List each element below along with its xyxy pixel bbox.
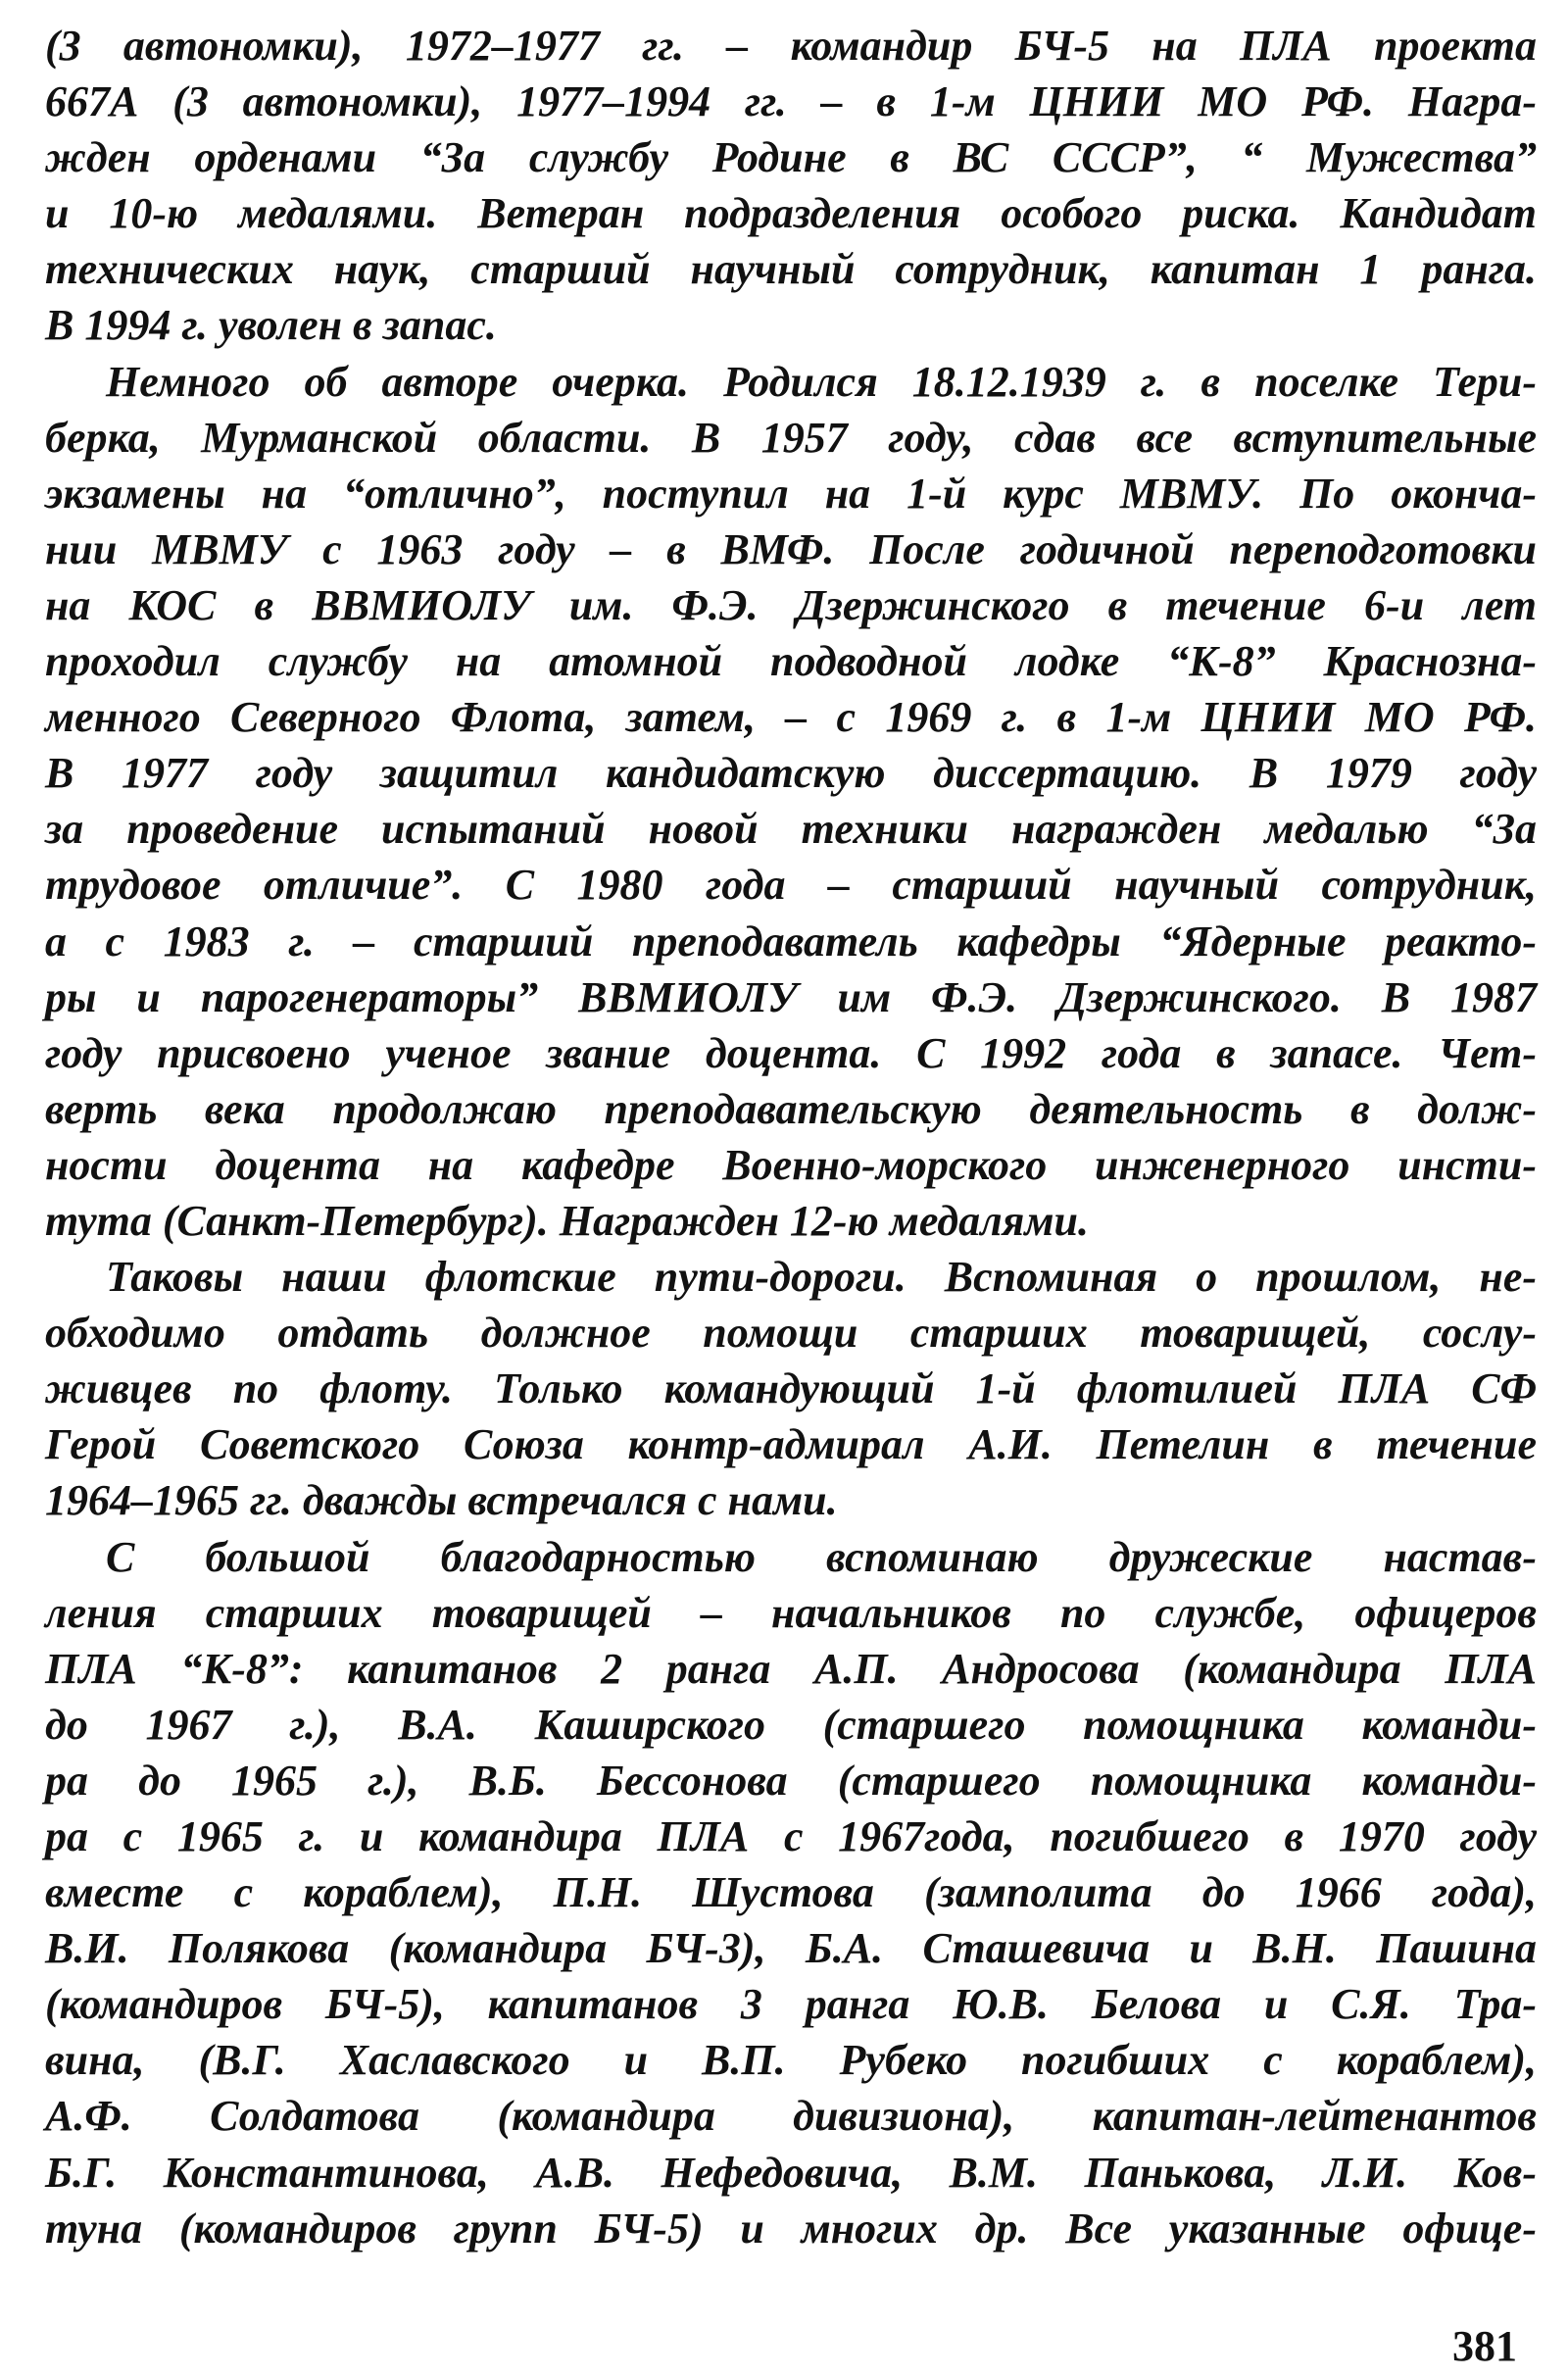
text-line: В 1977 году защитил кандидатскую диссертацию. В 1979 году	[45, 749, 1537, 798]
page-text	[45, 18, 1537, 2256]
text-line: Немного об авторе очерка. Родился 18.12.1939 г. в поселке Тери-	[106, 357, 1537, 406]
text-line: ры и парогенераторы” ВВМИОЛУ им Ф.Э. Дзержинского. В 1987	[45, 972, 1537, 1021]
text-line: году присвоено ученое звание доцента. С 1992 года в запасе. Чет-	[45, 1028, 1537, 1077]
text-line: Б.Г. Константинова, А.В. Нефедовича, В.М. Панькова, Л.И. Ков-	[45, 2148, 1537, 2197]
text-line: 1964–1965 гг. дважды встречался с нами.	[45, 1476, 838, 1525]
text-line: до 1967 г.), В.А. Каширского (старшего помощника команди-	[45, 1700, 1537, 1749]
text-line: за проведение испытаний новой техники награжден медалью “За	[45, 805, 1537, 854]
text-line: (3 автономки), 1972–1977 гг. – командир БЧ-5 на ПЛА проекта	[45, 22, 1537, 70]
text-line: туна (командиров групп БЧ-5) и многих др. Все указанные офице-	[45, 2204, 1537, 2253]
text-line: В 1994 г. уволен в запас.	[45, 301, 497, 350]
text-line: 667А (3 автономки), 1977–1994 гг. – в 1-м ЦНИИ МО РФ. Награ-	[45, 77, 1537, 126]
text-line: вина, (В.Г. Хаславского и В.П. Рубеко погибших с кораблем),	[45, 2036, 1537, 2085]
text-line: и 10-ю медалями. Ветеран подразделения особого риска. Кандидат	[45, 189, 1537, 238]
text-line: А.Ф. Солдатова (командира дивизиона), капитан-лейтенантов	[45, 2092, 1537, 2141]
text-line: (командиров БЧ-5), капитанов 3 ранга Ю.В. Белова и С.Я. Тра-	[45, 1980, 1537, 2029]
text-line: ра до 1965 г.), В.Б. Бессонова (старшего помощника команди-	[45, 1756, 1537, 1805]
text-line: вместе с кораблем), П.Н. Шустова (замполита до 1966 года),	[45, 1868, 1537, 1917]
text-line: ления старших товарищей – начальников по службе, офицеров	[45, 1588, 1537, 1637]
text-line: а с 1983 г. – старший преподаватель кафедры “Ядерные реакто-	[45, 916, 1537, 966]
text-line: жден орденами “За службу Родине в ВС СССР”, “ Мужества”	[45, 133, 1537, 182]
text-line: нии МВМУ с 1963 году – в ВМФ. После годичной переподготовки	[45, 524, 1537, 573]
text-line: С большой благодарностью вспоминаю дружеские настав-	[106, 1532, 1537, 1581]
text-line: проходил службу на атомной подводной лодке “К-8” Краснозна-	[45, 637, 1537, 686]
text-line: ра с 1965 г. и командира ПЛА с 1967года, погибшего в 1970 году	[45, 1812, 1537, 1860]
page-number: 381	[1452, 2322, 1517, 2370]
text-line: экзамены на “отлично”, поступил на 1-й курс МВМУ. По оконча-	[45, 469, 1537, 518]
text-line: В.И. Полякова (командира БЧ-3), Б.А. Сташевича и В.Н. Пашина	[45, 1924, 1537, 1973]
text-line: обходимо отдать должное помощи старших товарищей, сослу-	[45, 1309, 1537, 1358]
text-line: на КОС в ВВМИОЛУ им. Ф.Э. Дзержинского в течение 6-и лет	[45, 580, 1537, 629]
text-line: берка, Мурманской области. В 1957 году, сдав все вступительные	[45, 413, 1537, 462]
text-line: Герой Советского Союза контр-адмирал А.И. Петелин в течение	[45, 1420, 1537, 1469]
text-line: тута (Санкт-Петербург). Награжден 12-ю медалями.	[45, 1196, 1089, 1245]
text-line: ности доцента на кафедре Военно-морского инженерного инсти-	[45, 1140, 1537, 1189]
text-line: менного Северного Флота, затем, – с 1969 г. в 1-м ЦНИИ МО РФ.	[45, 693, 1537, 742]
text-line: Таковы наши флотские пути-дороги. Вспоминая о прошлом, не-	[106, 1253, 1537, 1302]
text-line: живцев по флоту. Только командующий 1-й флотилией ПЛА СФ	[45, 1364, 1537, 1413]
text-line: трудовое отличие”. С 1980 года – старший научный сотрудник,	[45, 861, 1537, 910]
text-line: ПЛА “К-8”: капитанов 2 ранга А.П. Андросова (командира ПЛА	[45, 1644, 1537, 1693]
text-line: верть века продолжаю преподавательскую деятельность в долж-	[45, 1084, 1537, 1133]
text-line: технических наук, старший научный сотрудник, капитан 1 ранга.	[45, 245, 1537, 294]
